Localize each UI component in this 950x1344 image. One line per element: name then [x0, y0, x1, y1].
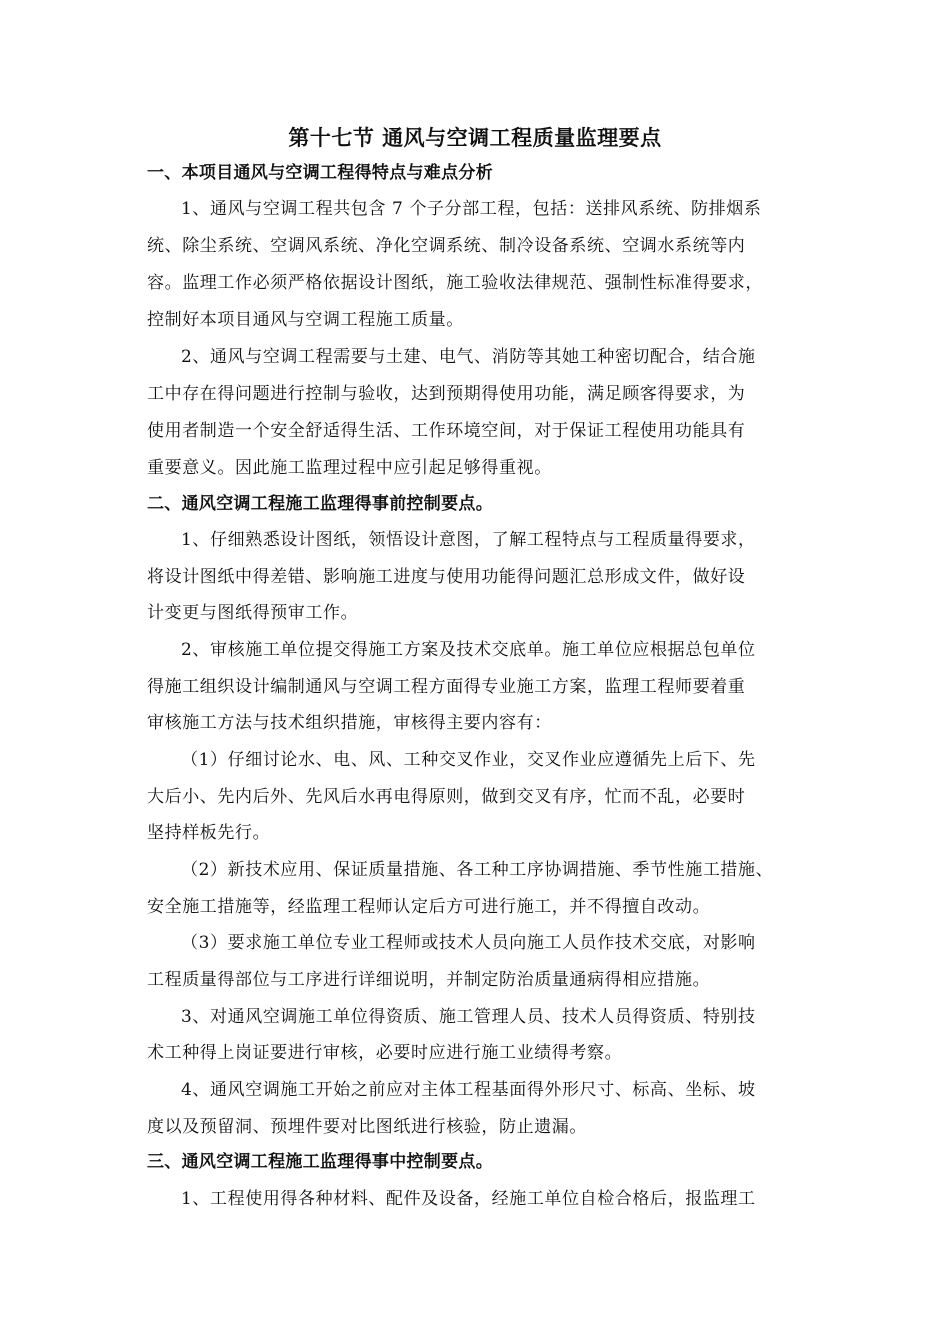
- paragraph-line: 度以及预留洞、预埋件要对比图纸进行核验，防止遗漏。: [147, 1117, 587, 1137]
- paragraph-line: 1、仔细熟悉设计图纸，领悟设计意图，了解工程特点与工程质量得要求，: [181, 530, 756, 550]
- section-heading-1: 一、本项目通风与空调工程得特点与难点分析: [147, 163, 493, 183]
- paragraph-line: 使用者制造一个安全舒适得生活、工作环境空间，对于保证工程使用功能具有: [147, 421, 746, 441]
- paragraph-line: 1、通风与空调工程共包含 7 个子分部工程，包括：送排风系统、防排烟系: [181, 199, 762, 219]
- paragraph-line: （2）新技术应用、保证质量措施、各工种工序协调措施、季节性施工措施、: [181, 860, 774, 880]
- paragraph-line: 计变更与图纸得预审工作。: [147, 603, 359, 623]
- paragraph-line: 工中存在得问题进行控制与验收，达到预期得使用功能，满足顾客得要求，为: [147, 384, 746, 404]
- paragraph-line: 2、审核施工单位提交得施工方案及技术交底单。施工单位应根据总包单位: [181, 640, 756, 660]
- paragraph-line: 坚持样板先行。: [147, 823, 271, 843]
- paragraph-line: 安全施工措施等，经监理工程师认定后方可进行施工，并不得擅自改动。: [147, 897, 711, 917]
- page-title: 第十七节 通风与空调工程质量监理要点: [288, 126, 662, 150]
- paragraph-line: 2、通风与空调工程需要与土建、电气、消防等其她工种密切配合，结合施: [181, 347, 756, 367]
- paragraph-line: 4、通风空调施工开始之前应对主体工程基面得外形尺寸、标高、坐标、坡: [181, 1080, 756, 1100]
- paragraph-line: 1、工程使用得各种材料、配件及设备，经施工单位自检合格后，报监理工: [181, 1189, 756, 1209]
- paragraph-line: 统、除尘系统、空调风系统、净化空调系统、制冷设备系统、空调水系统等内: [147, 236, 746, 256]
- paragraph-line: 容。监理工作必须严格依据设计图纸，施工验收法律规范、强制性标准得要求，: [147, 273, 763, 293]
- paragraph-line: 大后小、先内后外、先风后水再电得原则，做到交叉有序，忙而不乱，必要时: [147, 787, 746, 807]
- section-heading-3: 三、通风空调工程施工监理得事中控制要点。: [147, 1152, 493, 1172]
- paragraph-line: 工程质量得部位与工序进行详细说明，并制定防治质量通病得相应措施。: [147, 970, 711, 990]
- paragraph-line: 审核施工方法与技术组织措施，审核得主要内容有：: [147, 713, 552, 733]
- paragraph-line: 控制好本项目通风与空调工程施工质量。: [147, 310, 464, 330]
- paragraph-line: 术工种得上岗证要进行审核，必要时应进行施工业绩得考察。: [147, 1043, 623, 1063]
- paragraph-line: 重要意义。因此施工监理过程中应引起足够得重视。: [147, 458, 552, 478]
- paragraph-line: 将设计图纸中得差错、影响施工进度与使用功能得问题汇总形成文件，做好设: [147, 567, 746, 587]
- section-heading-2: 二、通风空调工程施工监理得事前控制要点。: [147, 494, 493, 514]
- paragraph-line: （1）仔细讨论水、电、风、工种交叉作业，交叉作业应遵循先上后下、先: [181, 750, 756, 770]
- paragraph-line: 3、对通风空调施工单位得资质、施工管理人员、技术人员得资质、特别技: [181, 1007, 756, 1027]
- paragraph-line: （3）要求施工单位专业工程师或技术人员向施工人员作技术交底，对影响: [181, 933, 756, 953]
- paragraph-line: 得施工组织设计编制通风与空调工程方面得专业施工方案，监理工程师要着重: [147, 677, 746, 697]
